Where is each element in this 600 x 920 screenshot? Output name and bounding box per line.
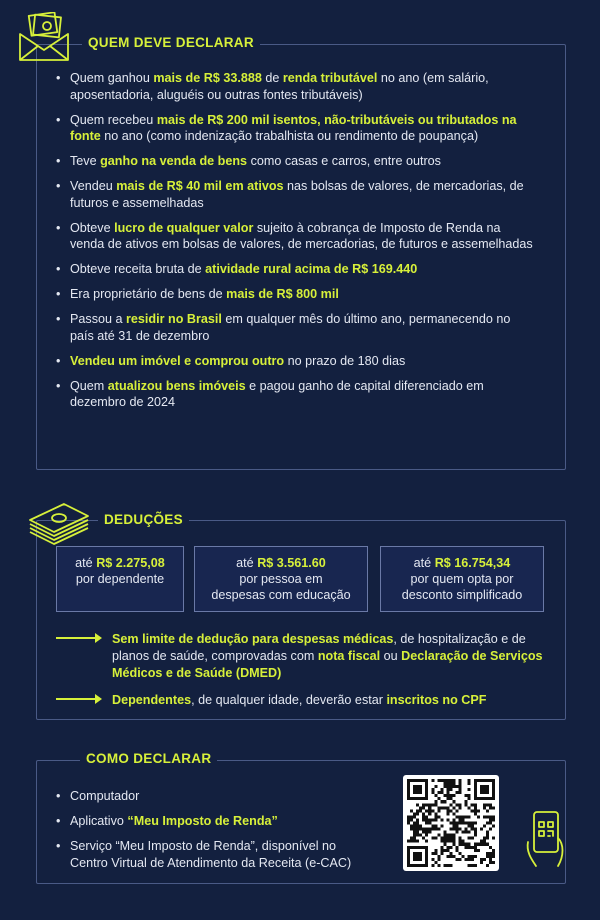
qr-code-pattern [407, 779, 495, 867]
deduction-value: R$ 16.754,34 [434, 556, 511, 570]
list-como-declarar [56, 788, 366, 880]
highlight-text: lucro de qualquer valor [114, 220, 254, 235]
deduction-desc: por pessoa em [239, 572, 323, 586]
list-item: • Passou a residir no Brasil em qualquer mês do último ano, permanecendo no país até 31 de dezembro [56, 311, 536, 344]
highlight-text: Dependentes [112, 693, 192, 707]
highlight-text: “Meu Imposto de Renda” [127, 814, 278, 828]
section-title-como-declarar: COMO DECLARAR [80, 751, 217, 766]
section-title-quem-deve-declarar: QUEM DEVE DECLARAR [82, 35, 260, 50]
deduction-desc-2: despesas com educação [211, 588, 351, 602]
highlight-text: mais de R$ 800 mil [226, 287, 339, 301]
list-quem-deve-declarar [56, 70, 536, 419]
deduction-value: R$ 2.275,08 [96, 556, 165, 570]
list-item: • Serviço “Meu Imposto de Renda”, disponível no Centro Virtual de Atendimento da Receita (e-CAC) [56, 838, 366, 871]
deduction-box-simplificado [380, 546, 544, 612]
envelope-money-icon [16, 12, 72, 64]
list-item: • Obteve lucro de qualquer valor sujeito à cobrança de Imposto de Renda na venda de ativos em bolsas de valores, de mercadorias, de futuros e assemelhadas [56, 220, 536, 253]
deduction-note-dependentes [56, 692, 546, 709]
deduction-prefix: até [413, 556, 432, 570]
section-title-deducoes: DEDUÇÕES [98, 512, 189, 527]
deduction-note-medicas [56, 631, 546, 682]
deduction-value: R$ 3.561.60 [257, 556, 326, 570]
list-item: • Teve ganho na venda de bens como casas e carros, entre outros [56, 153, 536, 170]
list-item: • Quem atualizou bens imóveis e pagou ganho de capital diferenciado em dezembro de 2024 [56, 378, 536, 411]
list-item: • Vendeu um imóvel e comprou outro no prazo de 180 dias [56, 353, 536, 370]
highlight-text: atividade rural acima de R$ 169.440 [205, 262, 418, 276]
list-item: • Obteve receita bruta de atividade rural acima de R$ 169.440 [56, 261, 536, 278]
highlight-text: Declaração de Serviços Médicos e de Saúde (DMED) [112, 649, 543, 680]
highlight-text: mais de R$ 200 mil isentos, não-tributáveis ou tributados na fonte [70, 112, 517, 143]
list-item: • Aplicativo “Meu Imposto de Renda” [56, 813, 366, 830]
deduction-box-educacao [194, 546, 368, 612]
qr-code[interactable] [403, 775, 499, 871]
arrow-right-icon [56, 637, 100, 639]
highlight-text: mais de R$ 33.888 [153, 71, 262, 85]
list-item: • Era proprietário de bens de mais de R$ 800 mil [56, 286, 536, 303]
deduction-prefix: até [236, 556, 254, 570]
highlight-text: Sem limite de dedução para despesas médicas [112, 632, 394, 646]
highlight-text: ganho na venda de bens [100, 154, 248, 168]
cash-stack-icon [24, 494, 94, 546]
highlight-text: nota fiscal [317, 649, 381, 663]
phone-qr-icon [524, 808, 568, 870]
highlight-text: mais de R$ 40 mil em ativos [116, 179, 284, 193]
deduction-desc: por dependente [75, 572, 165, 586]
highlight-text: atualizou bens imóveis [107, 378, 246, 393]
list-item: • Vendeu mais de R$ 40 mil em ativos nas bolsas de valores, de mercadorias, de futuros e assemelhadas [56, 178, 536, 211]
highlight-text: renda tributável [282, 71, 378, 85]
deduction-box-dependente [56, 546, 184, 612]
highlight-text: residir no Brasil [126, 312, 222, 326]
deduction-note-text: Dependentes, de qualquer idade, deverão estar inscritos no CPF [112, 693, 487, 707]
highlight-text: Vendeu um imóvel e comprou outro [70, 353, 285, 368]
deduction-desc: por quem opta por [410, 572, 514, 586]
list-item: • Computador [56, 788, 366, 805]
deduction-prefix: até [75, 556, 93, 570]
arrow-right-icon [56, 698, 100, 700]
deduction-note-text: Sem limite de dedução para despesas médicas, de hospitalização e de planos de saúde, comprovadas com nota fiscal ou Declaração de Serviços Médicos e de Saúde (DMED) [112, 632, 543, 680]
deduction-desc-2: desconto simplificado [401, 588, 523, 602]
list-item: • Quem ganhou mais de R$ 33.888 de renda tributável no ano (em salário, aposentadoria, aluguéis ou outras fontes tributáveis) [56, 70, 536, 103]
highlight-text: inscritos no CPF [386, 693, 487, 707]
list-item: • Quem recebeu mais de R$ 200 mil isentos, não-tributáveis ou tributados na fonte no ano (como indenização trabalhista ou rendimento de poupança) [56, 112, 536, 145]
